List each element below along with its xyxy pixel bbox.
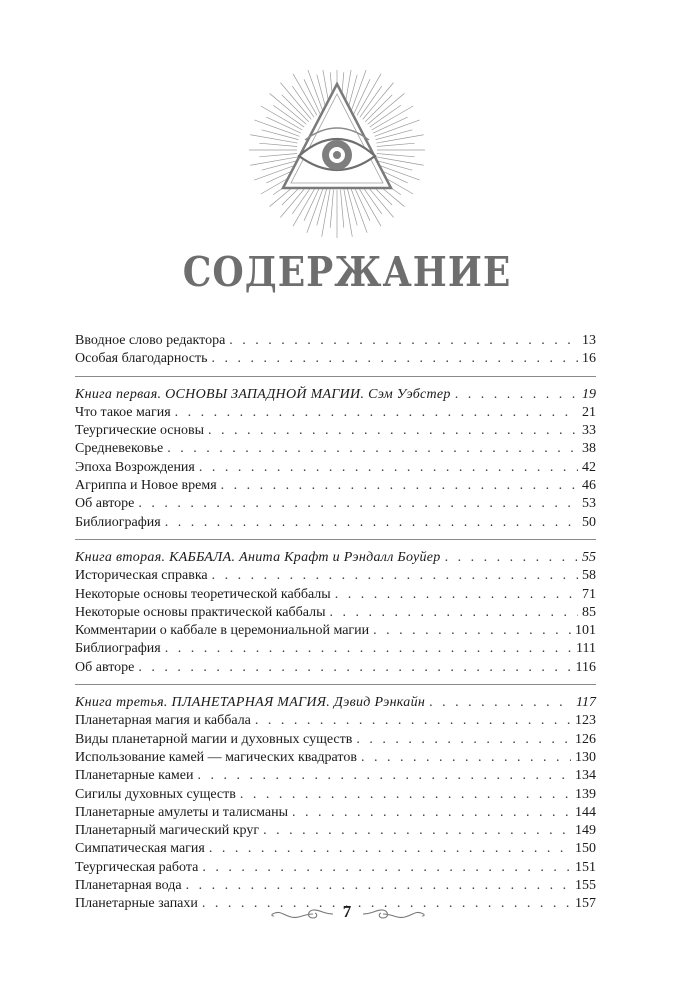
toc-book-heading bbox=[75, 386, 596, 404]
section-divider bbox=[75, 684, 596, 685]
toc-entry bbox=[75, 731, 596, 749]
dot-leader bbox=[292, 804, 571, 822]
toc-entry-page: 150 bbox=[575, 841, 596, 857]
toc-entry-page: 155 bbox=[575, 878, 596, 894]
toc-entry-title: Историческая справка bbox=[75, 568, 208, 584]
toc-entry-title: Библиография bbox=[75, 641, 161, 657]
dot-leader bbox=[165, 640, 572, 658]
toc-entry-page: 130 bbox=[575, 749, 596, 765]
toc-entry-page: 16 bbox=[582, 351, 596, 367]
dot-leader bbox=[373, 622, 571, 640]
dot-leader bbox=[263, 822, 571, 840]
toc-entry-page: 58 bbox=[582, 568, 596, 584]
toc-entry-title: Эпоха Возрождения bbox=[75, 459, 195, 475]
toc-entry-title: Средневековье bbox=[75, 441, 164, 457]
toc-entry-title: Комментарии о каббале в церемониальной магии bbox=[75, 623, 370, 639]
toc-entry-page: 46 bbox=[582, 478, 596, 494]
dot-leader bbox=[335, 586, 578, 604]
toc-entry-title: Планетарные камеи bbox=[75, 768, 194, 784]
section-divider bbox=[75, 376, 596, 377]
page-title: СОДЕРЖАНИЕ bbox=[182, 247, 512, 297]
toc-entry bbox=[75, 604, 596, 622]
toc-entry-title: Вводное слово редактора bbox=[75, 333, 226, 348]
toc-entry bbox=[75, 477, 596, 495]
toc-entry bbox=[75, 422, 596, 440]
toc-entry-page: 85 bbox=[582, 604, 596, 620]
dot-leader bbox=[445, 549, 578, 567]
dot-leader bbox=[361, 749, 571, 767]
toc-entry-title: Книга вторая. КАББАЛА. Анита Крафт и Рэндалл Боуйер bbox=[75, 549, 441, 565]
toc-entry bbox=[75, 859, 596, 877]
toc-entry-title: Некоторые основы практической каббалы bbox=[75, 604, 326, 620]
toc-entry bbox=[75, 749, 596, 767]
dot-leader bbox=[165, 514, 578, 532]
toc-entry-page: 13 bbox=[582, 333, 596, 348]
toc-entry-page: 157 bbox=[575, 896, 596, 912]
toc-entry bbox=[75, 877, 596, 895]
toc-entry-title: Планетарная магия и каббала bbox=[75, 713, 251, 729]
toc-entry bbox=[75, 804, 596, 822]
toc-entry-page: 21 bbox=[582, 404, 596, 420]
toc-entry-title: Некоторые основы теоретической каббалы bbox=[75, 586, 331, 602]
dot-leader bbox=[198, 767, 571, 785]
dot-leader bbox=[211, 350, 578, 368]
dot-leader bbox=[221, 477, 578, 495]
toc-entry bbox=[75, 822, 596, 840]
dot-leader bbox=[212, 567, 578, 585]
dot-leader bbox=[329, 604, 578, 622]
toc-entry-title: Особая благодарность bbox=[75, 351, 208, 367]
toc-entry-title: Симпатическая магия bbox=[75, 841, 205, 857]
toc-entry bbox=[75, 712, 596, 730]
toc-entry bbox=[75, 495, 596, 513]
dot-leader bbox=[255, 712, 571, 730]
dot-leader bbox=[208, 422, 578, 440]
dot-leader bbox=[167, 440, 578, 458]
toc-entry-page: 123 bbox=[575, 713, 596, 729]
toc-entry bbox=[75, 514, 596, 532]
toc-entry-title: Планетарные амулеты и талисманы bbox=[75, 804, 289, 820]
toc-entry-title: Агриппа и Новое время bbox=[75, 478, 217, 494]
toc-entry-page: 111 bbox=[576, 641, 596, 657]
dot-leader bbox=[202, 859, 571, 877]
toc-entry-title: Планетарные запахи bbox=[75, 896, 198, 912]
toc-entry-title: Книга третья. ПЛАНЕТАРНАЯ МАГИЯ. Дэвид Рэнкайн bbox=[75, 695, 426, 711]
page-number: 7 bbox=[342, 902, 352, 921]
toc-entry-page: 71 bbox=[582, 586, 596, 602]
dot-leader bbox=[199, 459, 578, 477]
dot-leader bbox=[138, 659, 571, 677]
toc-entry bbox=[75, 586, 596, 604]
toc-entry-page: 117 bbox=[576, 695, 596, 711]
toc-entry bbox=[75, 786, 596, 804]
toc-entry bbox=[75, 640, 596, 658]
dot-leader bbox=[240, 786, 571, 804]
toc-entry-title: Об авторе bbox=[75, 496, 135, 512]
toc-entry-page: 126 bbox=[575, 731, 596, 747]
toc-entry-page: 144 bbox=[575, 804, 596, 820]
toc-entry bbox=[75, 622, 596, 640]
toc-entry-title: Планетарный магический круг bbox=[75, 823, 260, 839]
dot-leader bbox=[455, 386, 578, 404]
toc-book-heading bbox=[75, 549, 596, 567]
toc-entry bbox=[75, 332, 596, 350]
toc-entry-title: Сигилы духовных существ bbox=[75, 786, 236, 802]
dot-leader bbox=[175, 404, 578, 422]
toc-entry bbox=[75, 659, 596, 677]
toc-book-heading bbox=[75, 694, 596, 712]
toc-entry-title: Книга первая. ОСНОВЫ ЗАПАДНОЙ МАГИИ. Сэм Уэбстер bbox=[75, 386, 451, 402]
toc-entry-page: 139 bbox=[575, 786, 596, 802]
toc-entry-title: Теургические основы bbox=[75, 423, 205, 439]
toc-entry-page: 19 bbox=[582, 386, 596, 402]
toc-entry-page: 134 bbox=[575, 768, 596, 784]
table-of-contents bbox=[75, 332, 596, 914]
dot-leader bbox=[429, 694, 572, 712]
toc-entry bbox=[75, 440, 596, 458]
toc-entry-title: Теургическая работа bbox=[75, 859, 199, 875]
toc-entry-title: Что такое магия bbox=[75, 404, 171, 420]
eye-of-providence-icon bbox=[247, 70, 427, 245]
dot-leader bbox=[229, 332, 578, 350]
toc-entry bbox=[75, 350, 596, 368]
toc-entry bbox=[75, 404, 596, 422]
dot-leader bbox=[356, 731, 571, 749]
dot-leader bbox=[186, 877, 571, 895]
toc-entry bbox=[75, 459, 596, 477]
toc-entry-page: 101 bbox=[575, 623, 596, 639]
toc-entry-page: 50 bbox=[582, 514, 596, 530]
toc-entry-page: 116 bbox=[575, 659, 596, 675]
dot-leader bbox=[138, 495, 578, 513]
toc-entry bbox=[75, 767, 596, 785]
toc-entry-title: Планетарная вода bbox=[75, 878, 182, 894]
toc-entry-title: Виды планетарной магии и духовных существ bbox=[75, 731, 353, 747]
toc-entry bbox=[75, 567, 596, 585]
page-footer bbox=[0, 900, 694, 926]
toc-entry-page: 151 bbox=[575, 859, 596, 875]
toc-entry-page: 38 bbox=[582, 441, 596, 457]
toc-entry-title: Библиография bbox=[75, 514, 161, 530]
toc-entry-page: 33 bbox=[582, 423, 596, 439]
toc-entry-page: 149 bbox=[575, 823, 596, 839]
toc-entry bbox=[75, 840, 596, 858]
toc-entry-page: 42 bbox=[582, 459, 596, 475]
toc-entry-title: Об авторе bbox=[75, 659, 135, 675]
toc-entry-page: 55 bbox=[582, 549, 596, 565]
section-divider bbox=[75, 539, 596, 540]
dot-leader bbox=[209, 840, 571, 858]
toc-entry-title: Использование камей — магических квадратов bbox=[75, 749, 357, 765]
toc-entry-page: 53 bbox=[582, 496, 596, 512]
flourish-ornament-icon bbox=[361, 907, 427, 921]
